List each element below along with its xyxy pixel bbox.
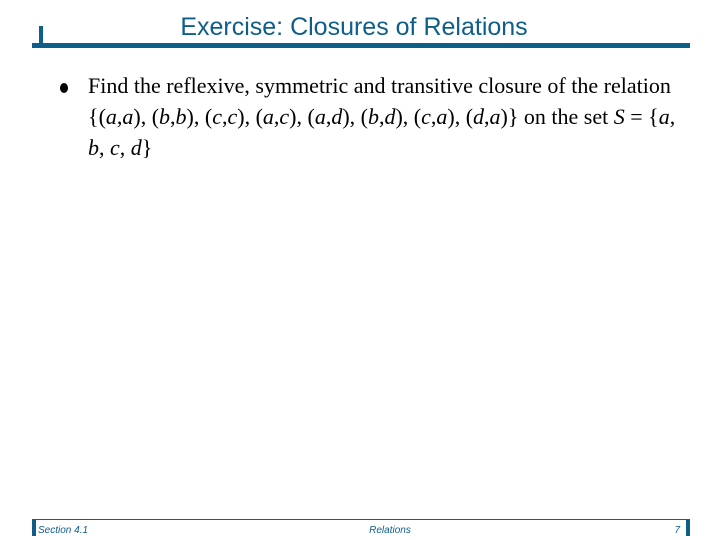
bullet-text: Find the reflexive, symmetric and transitive closure of the relation {(a,a), (b,b), (c,c), (a,c), (a,d), (b,d), (c,a), (d,a)} on the set S = {a, b, c, d} (88, 73, 676, 160)
bullet-icon (60, 83, 68, 93)
title-underline (32, 43, 690, 48)
footer-rule (32, 519, 690, 520)
slide-title: Exercise: Closures of Relations (180, 13, 528, 41)
page-number: 7 (674, 525, 680, 536)
footer-topic: Relations (369, 525, 411, 536)
footer-section: Section 4.1 (38, 525, 89, 536)
